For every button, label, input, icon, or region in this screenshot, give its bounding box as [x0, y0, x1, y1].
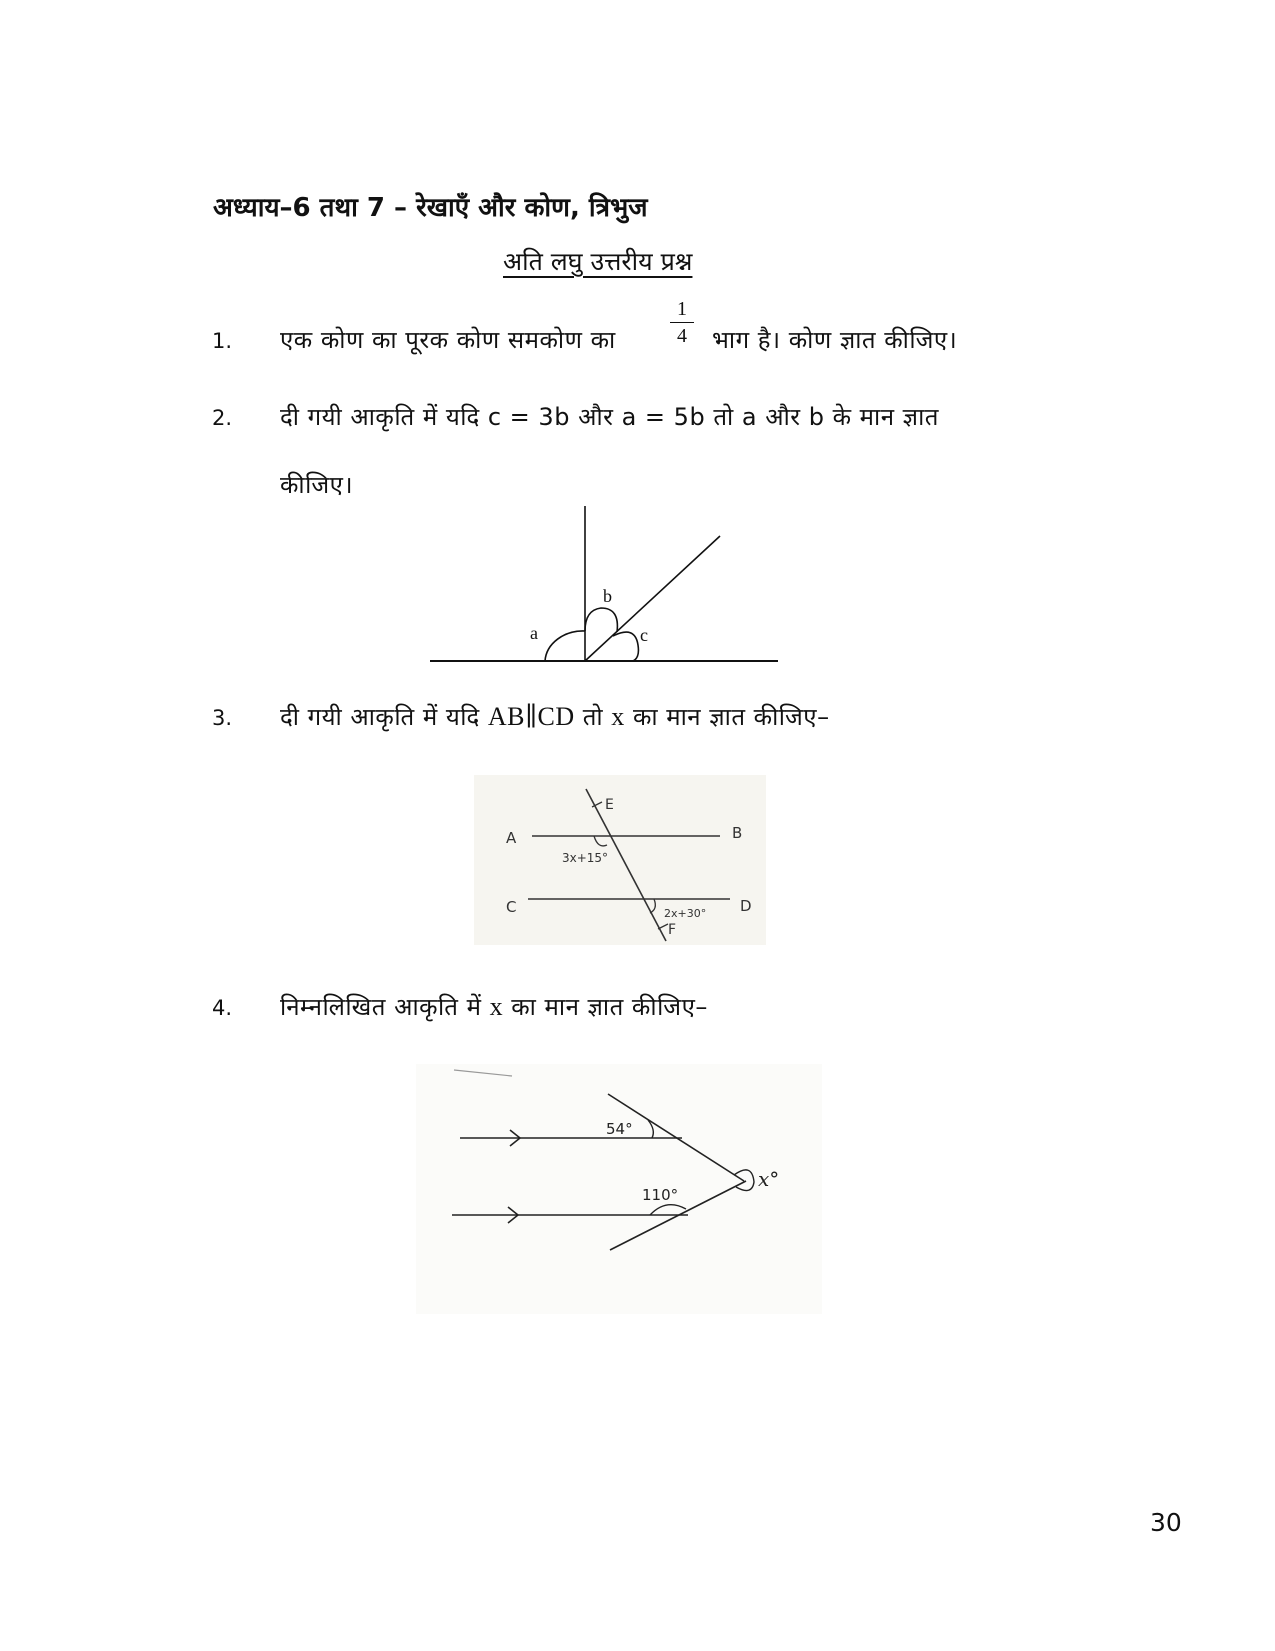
question-3-part-1: दी गयी आकृति में यदि	[280, 703, 480, 731]
question-3-part-3: का मान ज्ञात कीजिए–	[632, 703, 830, 731]
question-2-number: 2.	[212, 406, 233, 430]
fraction-bar	[670, 322, 694, 323]
question-4-number: 4.	[212, 996, 233, 1020]
question-3-text	[280, 700, 830, 733]
question-3-math-1: AB∥CD	[487, 702, 575, 731]
figure-q3-label-c: C	[506, 898, 517, 916]
figure-q2-label-c: c	[640, 625, 648, 645]
figure-q3-label-f: F	[668, 922, 677, 938]
question-2-math-4: b	[808, 403, 825, 431]
figure-q2-arc-a	[545, 631, 585, 661]
question-3-part-2: तो	[582, 703, 604, 731]
question-2-math-2: a = 5b	[621, 403, 706, 431]
figure-q4-label-110: 110°	[642, 1186, 679, 1204]
figure-q2-label-a: a	[530, 623, 538, 643]
question-2-part-2: और	[578, 403, 614, 431]
figure-q3-label-e: E	[605, 797, 614, 813]
figure-q4-angles	[416, 1064, 822, 1314]
chapter-heading: अध्याय–6 तथा 7 – रेखाएँ और कोण, त्रिभुज	[213, 193, 648, 223]
figure-q2-angles	[425, 500, 785, 670]
figure-q4-label-54: 54°	[606, 1120, 633, 1138]
figure-q4-label-x: x°	[758, 1167, 780, 1191]
question-2-math-3: a	[741, 403, 758, 431]
figure-q3-label-b: B	[732, 824, 743, 842]
section-heading: अति लघु उत्तरीय प्रश्न	[503, 247, 693, 276]
figure-q2-label-b: b	[603, 586, 612, 606]
figure-q3-label-a: A	[506, 829, 517, 847]
question-1-text-after: भाग है। कोण ज्ञात कीजिए।	[712, 326, 958, 354]
question-2-part-1: दी गयी आकृति में यदि	[280, 403, 480, 431]
question-2-math-1: c = 3b	[487, 403, 570, 431]
question-2-line-2: कीजिए।	[280, 471, 354, 499]
question-4-part-2: का मान ज्ञात कीजिए–	[511, 993, 708, 1021]
figure-q3-label-d: D	[740, 897, 752, 915]
figure-q3-angle-2: 2x+30°	[664, 907, 707, 920]
question-1-text-before: एक कोण का पूरक कोण समकोण का	[280, 326, 616, 354]
question-3-math-2: x	[611, 702, 625, 731]
question-2-part-4: और	[765, 403, 801, 431]
question-2-part-5: के मान ज्ञात	[832, 403, 939, 431]
question-2-text	[280, 400, 939, 433]
fraction-numerator: 1	[677, 298, 687, 320]
question-3-number: 3.	[212, 706, 233, 730]
figure-q2-arc-c	[613, 632, 638, 661]
figure-q3-parallel-lines	[474, 775, 766, 945]
figure-q2-arc-b	[585, 608, 617, 632]
figure-q3-angle-1: 3x+15°	[562, 851, 609, 865]
question-2-part-3: तो	[713, 403, 734, 431]
question-4-math-1: x	[489, 992, 504, 1021]
figure-q3-paper	[474, 775, 766, 945]
question-4-part-1: निम्नलिखित आकृति में	[280, 993, 482, 1021]
question-4-text	[280, 990, 708, 1023]
page-number: 30	[1150, 1508, 1182, 1537]
question-1-number: 1.	[212, 329, 233, 353]
fraction-denominator: 4	[677, 325, 687, 347]
fraction-one-quarter	[668, 298, 696, 347]
